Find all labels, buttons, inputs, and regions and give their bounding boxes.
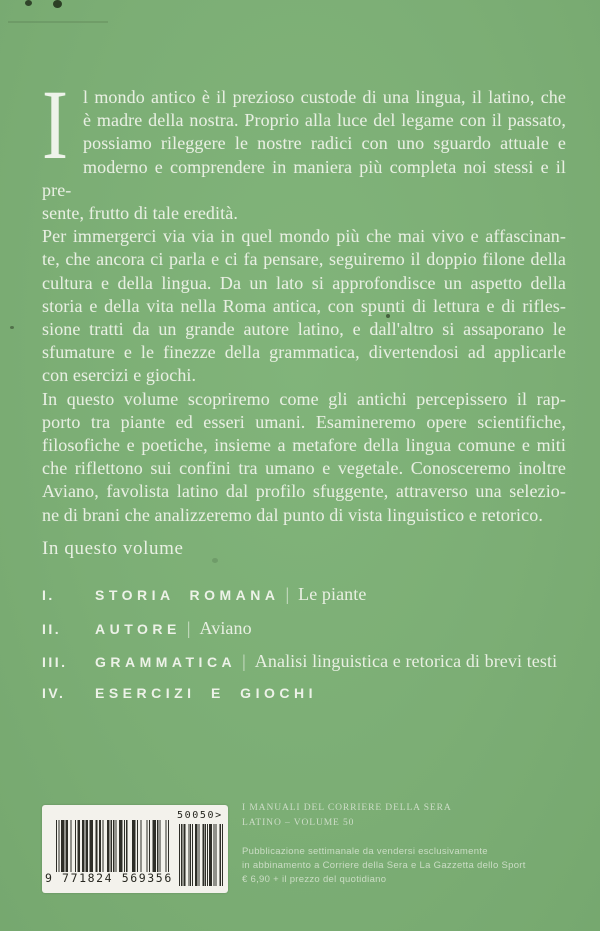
toc-separator: | [242,651,246,671]
toc-description: Aviano [199,617,252,638]
scan-speck [8,21,108,23]
blurb-line: ne di brani che analizzeremo dal punto di vista linguistico e retorico. [42,504,543,525]
blurb-line: sente, frutto di tale eredità. [42,203,238,224]
toc-numeral: I. [42,587,55,603]
blurb-line: sfumature e le finezze della grammatica, divertendosi ad applicarle [42,342,566,363]
blurb-line: In questo volume scopriremo come gli antichi percepissero il rap- [42,388,566,409]
blurb-line: con esercizi e giochi. [42,365,197,386]
toc-numeral: IV. [42,684,66,701]
blurb-line: filosofiche e poetiche, insieme a metafore della lingua comune e miti [42,435,566,456]
toc-separator: | [186,617,191,638]
toc-description: Le piante [298,584,367,604]
barcode-box [42,805,228,893]
legal-line: Pubblicazione settimanale da vendersi esclusivamente [242,846,488,857]
publisher-imprint [242,801,572,886]
blurb-line: è madre della nostra. Proprio alla luce del legame con il passato, [83,110,566,131]
toc-numeral: II. [42,620,62,637]
blurb-line: l mondo antico è il prezioso custode di una lingua, il latino, che [83,87,566,107]
toc-title: STORIA ROMANA [95,587,280,603]
toc-numeral: III. [42,654,68,670]
toc-title: ESERCIZI E GIOCHI [95,684,317,701]
toc-description: Analisi linguistica e retorica di brevi testi [254,651,558,671]
toc-title: GRAMMATICA [95,654,237,670]
barcode-addon-digits: 50050> [177,810,223,821]
blurb-line: moderno e comprendere in maniera più completa noi stessi e il pre- [42,156,566,200]
blurb-line: porto tra piante ed esseri umani. Esamineremo opere scientifiche, [42,411,566,432]
blurb-line: storia e della vita nella Roma antica, con spunti di lettura e di rifles- [42,295,566,316]
toc-row-esercizi-e-giochi [42,685,582,704]
blurb-line: sione tratti da un grande autore latino, e dall'altro si assaporano le [42,319,566,340]
scan-speck [212,558,218,563]
blurb-line: che riflettono sui confini tra umano e vegetale. Conosceremo inoltre [42,458,566,479]
scan-speck [53,0,62,8]
scan-speck [10,326,14,329]
volume-title: LATINO – VOLUME 50 [242,817,355,828]
ean13-barcode-icon [56,820,169,872]
toc-heading: In questo volume [42,538,184,559]
blurb-line: te, che ancora ci parla e ci fa pensare, seguiremo il doppio filone della [42,249,566,270]
toc-row-storia-romana [42,584,582,603]
blurb-line: Aviano, favolista latino dal profilo sfuggente, attraverso una selezio- [42,481,566,502]
legal-text [242,845,572,886]
toc-list [42,584,582,718]
blurb-line: Per immergerci via via in quel mondo più che mai vivo e affascinan- [42,226,566,247]
barcode-digits: 9 771824 569356 [45,871,173,885]
cover-blurb [42,69,566,527]
scan-speck [25,0,32,6]
toc-separator: | [285,584,290,604]
blurb-line: cultura e della lingua. Da un lato si approfondisce un aspetto della [42,272,566,293]
blurb-line: possiamo rileggere le nostre radici con uno sguardo attuale e [83,133,566,154]
series-title: I MANUALI DEL CORRIERE DELLA SERA [242,803,452,813]
legal-line: € 6,90 + il prezzo del quotidiano [242,873,387,885]
toc-title: AUTORE [95,620,181,637]
legal-line: in abbinamento a Corriere della Sera e La Gazzetta dello Sport [242,859,526,871]
toc-row-grammatica [42,651,582,670]
toc-row-autore [42,618,582,637]
drop-cap: I [42,69,69,180]
